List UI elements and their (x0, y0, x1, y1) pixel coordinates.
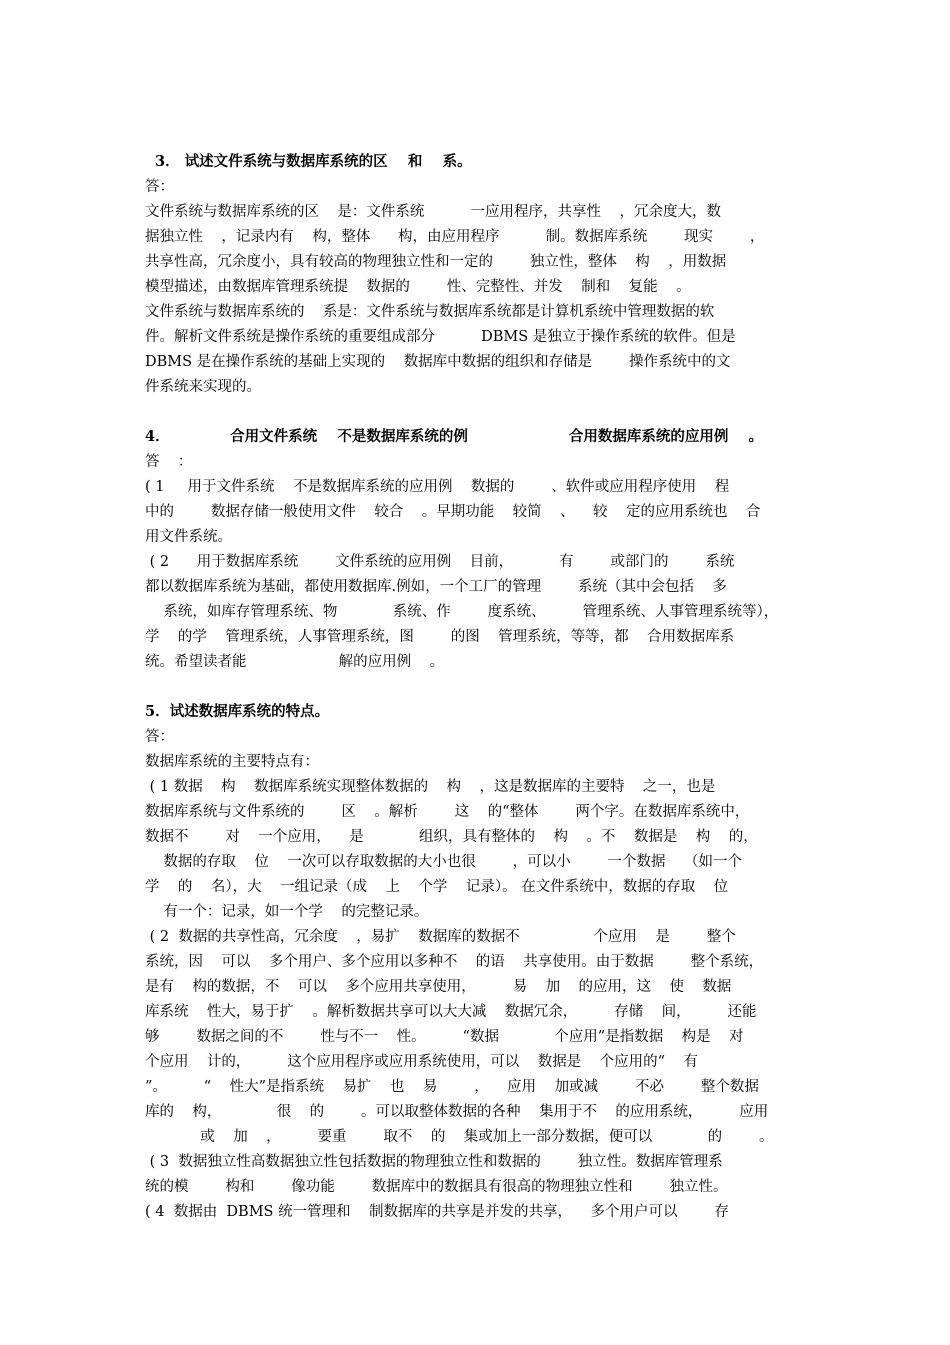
paragraph-line: 系统，因 可以 多个用户、多个应用以多种不 的语 共享使用。由于数据 整个系统， (145, 954, 764, 970)
paragraph-line: 有一个：记录，如一个学 的完整记录。 (145, 904, 429, 920)
paragraph-line: ( 4 数据由 DBMS 统一管理和 制数据库的共享是并发的共享， 多个用户可以 存 (145, 1204, 729, 1220)
paragraph-line: 系统，如库存管理系统、物 系统、作 度系统、 管理系统、人事管理系统等）， (145, 604, 779, 620)
paragraph-line: 库的 构， 很 的 。可以取整体数据的各种 集用于不 的应用系统， 应用 (145, 1104, 769, 1120)
question-3-answer-label: 答： (145, 179, 174, 195)
paragraph-line: ( 3 数据独立性高数据独立性包括数据的物理独立性和数据的 独立性。数据库管理系 (145, 1154, 723, 1170)
paragraph-line: ”。 “ 性大”是指系统 易扩 也 易 ， 应用 加或减 不必 整个数据 (145, 1079, 759, 1095)
paragraph-line: 数据不 对 一个应用， 是 组织，具有整体的 构 。不 数据是 构 的， (145, 829, 758, 845)
paragraph-line: 中的 数据存储一般使用文件 较合 。早期功能 较简 、 较 定的应用系统也 合 (145, 504, 761, 520)
paragraph-line: 统的模 构和 像功能 数据库中的数据具有很高的物理独立性和 独立性。 (145, 1179, 728, 1195)
paragraph-line: 都以数据库系统为基础，都使用数据库.例如，一个工厂的管理 系统（其中会包括 多 (145, 579, 727, 595)
paragraph-line: ( 1 数据 构 数据库系统实现整体数据的 构 ，这是数据库的主要特 之一，也是 (145, 779, 716, 795)
question-4-answer-label: 答 ： (145, 454, 193, 470)
paragraph-line: 数据库系统与文件系统的 区 。解析 这 的“整体 两个字。在数据库系统中， (145, 804, 750, 820)
question-5-answer-label: 答： (145, 729, 174, 745)
paragraph-line: DBMS 是在操作系统的基础上实现的 数据库中数据的组织和存储是 操作系统中的文 (145, 354, 731, 370)
paragraph-line: 件系统来实现的。 (145, 379, 261, 395)
question-5-title: 5．试述数据库系统的特点。 (145, 703, 330, 720)
paragraph-line: ( 1 用于文件系统 不是数据库系统的应用例 数据的 、软件或应用程序使用 程 (145, 479, 730, 495)
paragraph-line: 共享性高，冗余度小，具有较高的物理独立性和一定的 独立性，整体 构 ，用数据 (145, 254, 727, 270)
paragraph-line: 库系统 性大，易于扩 。解析数据共享可以大大减 数据冗余， 存储 间， 还能 (145, 1004, 757, 1020)
paragraph-line: 学 的学 管理系统，人事管理系统，图 的图 管理系统，等等，都 合用数据库系 (145, 629, 735, 645)
question-4-title: 4． 合用文件系统 不是数据库系统的例 合用数据库系统的应用例 。 (145, 428, 764, 445)
paragraph-line: ( 2 用于数据库系统 文件系统的应用例 目前， 有 或部门的 系统 (145, 554, 735, 570)
paragraph-line: 模型描述，由数据库管理系统提 数据的 性、完整性、并发 制和 复能 。 (145, 279, 691, 295)
paragraph-line: 文件系统与数据库系统的区 是：文件系统 一应用程序，共享性 ，冗余度大，数 (145, 204, 721, 220)
paragraph-line: 件。解析文件系统是操作系统的重要组成部分 DBMS 是独立于操作系统的软件。但是 (145, 329, 736, 345)
paragraph-line: 数据库系统的主要特点有： (145, 754, 319, 770)
paragraph-line: ( 2 数据的共享性高，冗余度 ，易扩 数据库的数据不 个应用 是 整个 (145, 929, 736, 945)
paragraph-line: 数据的存取 位 一次可以存取数据的大小也很 ，可以小 一个数据 （如一个 (145, 854, 742, 870)
paragraph-line: 学 的 名），大 一组记录（成 上 个学 记录）。 在文件系统中，数据的存取 位 (145, 879, 729, 895)
question-3-title: 3． 试述文件系统与数据库系统的区 和 系。 (150, 153, 472, 170)
paragraph-line: 统。希望读者能 解的应用例 。 (145, 654, 445, 670)
paragraph-line: 个应用 计的， 这个应用程序或应用系统使用，可以 数据是 个应用的“ 有 (145, 1054, 699, 1070)
paragraph-line: 是有 构的数据，不 可以 多个应用共享使用， 易 加 的应用，这 使 数据 (145, 979, 732, 995)
paragraph-line: 够 数据之间的不 性与不一 性。 “数据 个应用”是指数据 构是 对 (145, 1029, 744, 1045)
paragraph-line: 文件系统与数据库系统的 系是：文件系统与数据库系统都是计算机系统中管理数据的软 (145, 304, 715, 320)
paragraph-line: 或 加 ， 要重 取不 的 集或加上一部分数据，便可以 的 。 (145, 1129, 774, 1145)
paragraph-line: 据独立性 ，记录内有 构，整体 构，由应用程序 制。数据库系统 现实 ， (145, 229, 765, 245)
paragraph-line: 用文件系统。 (145, 529, 232, 545)
